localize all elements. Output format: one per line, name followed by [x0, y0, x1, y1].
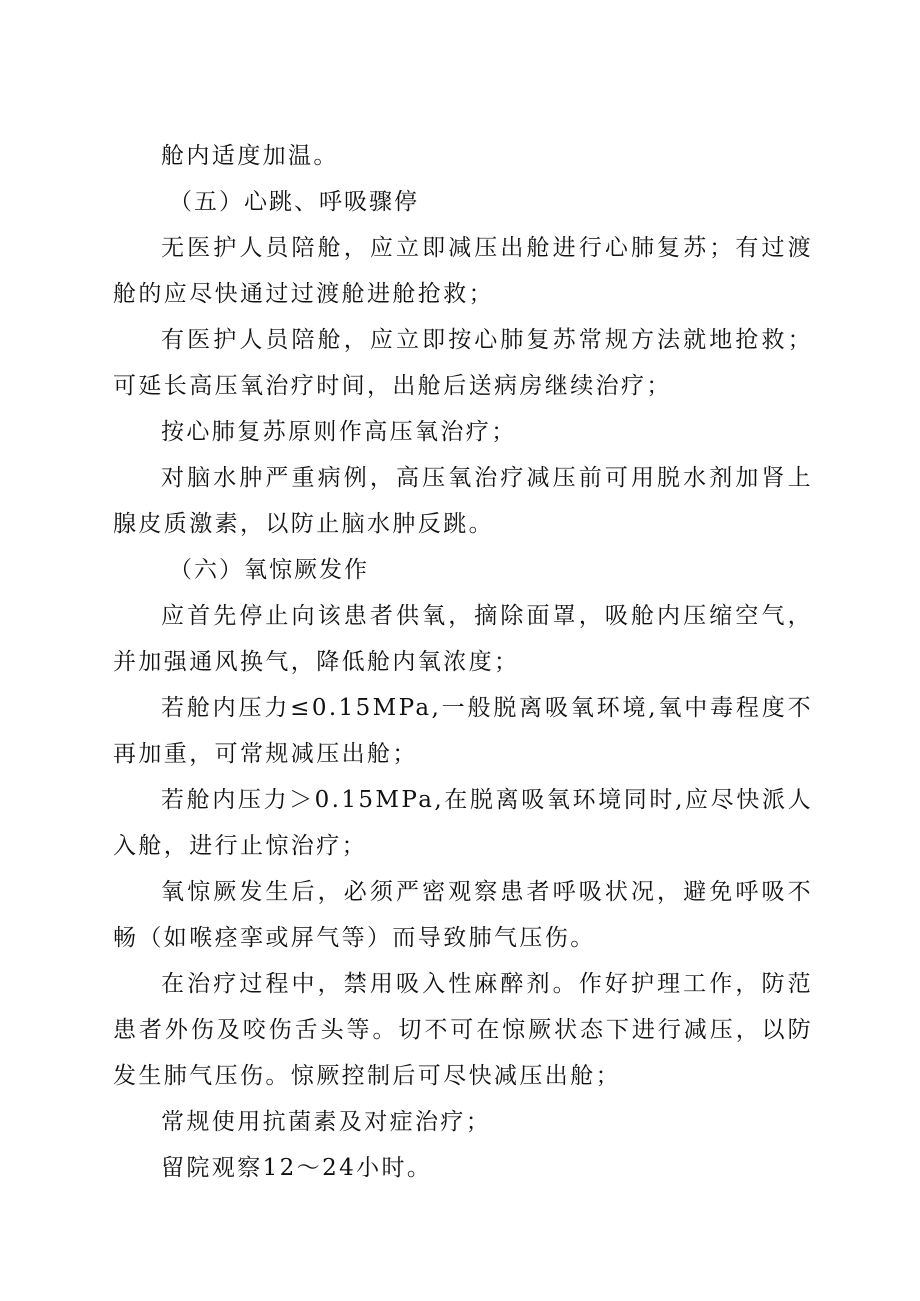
paragraph: 常规使用抗菌素及对症治疗；	[161, 1109, 492, 1135]
paragraph: 若舱内压力≤0.15MPa,一般脱离吸氧环境,氧中毒程度不再加重，可常规减压出舱；	[113, 695, 813, 767]
paragraph: 按心肺复苏原则作高压氧治疗；	[161, 419, 517, 445]
paragraph: 对脑水肿严重病例，高压氧治疗减压前可用脱水剂加肾上腺皮质激素，以防止脑水肿反跳。	[113, 465, 813, 537]
paragraph: 应首先停止向该患者供氧，摘除面罩，吸舱内压缩空气，并加强通风换气，降低舱内氧浓度；	[113, 603, 813, 675]
paragraph-continuation: 舱内适度加温。	[161, 143, 339, 169]
document-body	[113, 133, 813, 1191]
paragraph: 有医护人员陪舱，应立即按心肺复苏常规方法就地抢救；可延长高压氧治疗时间，出舱后送病房继续治疗；	[113, 327, 813, 399]
paragraph: 无医护人员陪舱，应立即减压出舱进行心肺复苏；有过渡舱的应尽快通过过渡舱进舱抢救；	[113, 235, 813, 307]
section-heading-5: （五）心跳、呼吸骤停	[169, 189, 419, 215]
paragraph: 留院观察12～24小时。	[161, 1155, 433, 1181]
section-heading-6: （六）氧惊厥发作	[169, 557, 369, 583]
paragraph: 在治疗过程中，禁用吸入性麻醉剂。作好护理工作，防范患者外伤及咬伤舌头等。切不可在惊厥状态下进行减压，以防发生肺气压伤。惊厥控制后可尽快减压出舱；	[113, 971, 813, 1089]
paragraph: 氧惊厥发生后，必须严密观察患者呼吸状况，避免呼吸不畅（如喉痉挛或屏气等）而导致肺气压伤。	[113, 879, 813, 951]
paragraph: 若舱内压力＞0.15MPa,在脱离吸氧环境同时,应尽快派人入舱，进行止惊治疗；	[113, 787, 813, 859]
